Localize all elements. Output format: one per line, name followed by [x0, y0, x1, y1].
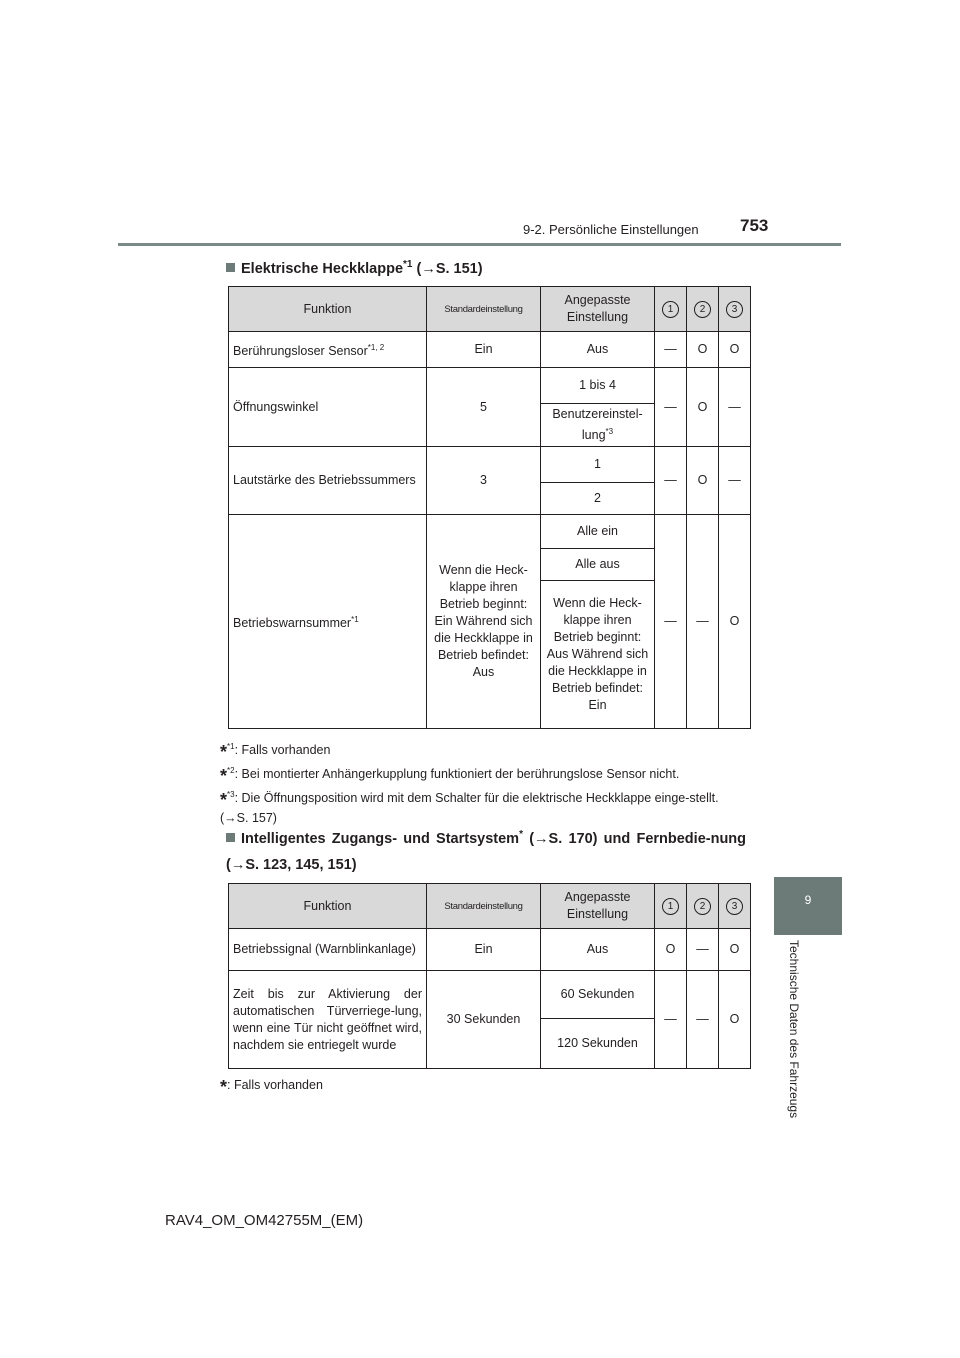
cell-funktion: Betriebswarnsummer$^{*1}$	[229, 515, 427, 729]
cell-standard: Ein	[427, 332, 541, 368]
cell-funktion: Zeit bis zur Aktivierung der automatischen Türverriege-lung, wenn eine Tür nicht geöffnet wird, nachdem sie entriegelt wurde	[229, 971, 427, 1069]
header-standard: Standardeinstellung	[427, 884, 541, 929]
cell-standard: 30 Sekunden	[427, 971, 541, 1069]
section-title: Intelligentes Zugangs- und Startsystem	[241, 830, 520, 847]
header-section-title: 9-2. Persönliche Einstellungen	[523, 222, 699, 237]
cell-custom: Aus	[541, 332, 655, 368]
table-row	[229, 971, 751, 1019]
header-col-2	[687, 884, 719, 929]
header-standard: Standardeinstellung	[427, 287, 541, 332]
cell-col-1: —	[655, 368, 687, 447]
header-col-3	[719, 287, 751, 332]
footnote-star: *	[220, 742, 228, 763]
cell-custom: Benutzereinstel-lung$^{*3}$	[541, 404, 655, 447]
table-row	[229, 515, 751, 549]
cell-standard: 3	[427, 447, 541, 515]
cell-col-2: —	[687, 515, 719, 729]
cell-col-2: —	[687, 929, 719, 971]
document-code: RAV4_OM_OM42755M_(EM)	[165, 1212, 364, 1229]
cell-col-3: O	[719, 929, 751, 971]
settings-table-zugangssystem	[228, 883, 751, 1069]
section-heading-zugangssystem	[226, 822, 746, 878]
cell-col-2: O	[687, 447, 719, 515]
footnote: *$^{*3}$: Die Öffnungsposition wird mit dem Schalter für die elektrische Heckklappe einge-stellt. (→S. 157)	[220, 790, 719, 826]
cell-funktion: Lautstärke des Betriebssummers	[229, 447, 427, 515]
header-custom: Angepasste Einstellung	[541, 287, 655, 332]
square-bullet-icon	[226, 263, 235, 272]
cell-col-3: O	[719, 971, 751, 1069]
cell-col-1: —	[655, 447, 687, 515]
header-custom: Angepasste Einstellung	[541, 884, 655, 929]
footnote-mark: *1	[403, 259, 413, 270]
settings-table-heckklappe	[228, 286, 751, 729]
chapter-label	[787, 940, 803, 1140]
cell-col-3: —	[719, 447, 751, 515]
cell-col-3: —	[719, 368, 751, 447]
cell-col-2: O	[687, 332, 719, 368]
section-title: Elektrische Heckklappe	[241, 260, 404, 277]
cell-custom: Alle aus	[541, 549, 655, 581]
table-header-row	[229, 287, 751, 332]
header-funktion: Funktion	[229, 287, 427, 332]
square-bullet-icon	[226, 833, 235, 842]
chapter-tab[interactable]: 9	[774, 877, 842, 935]
cell-col-1: O	[655, 929, 687, 971]
header-col-2	[687, 287, 719, 332]
page-reference[interactable]: (→S. 170) und Fernbedie-nung (→S. 123, 145, 151)	[226, 830, 747, 873]
header-col-3	[719, 884, 751, 929]
cell-col-1: —	[655, 332, 687, 368]
table-row	[229, 332, 751, 368]
table-row	[229, 368, 751, 404]
cell-col-2: —	[687, 971, 719, 1069]
header-rule	[118, 243, 841, 246]
cell-custom: 2	[541, 483, 655, 515]
cell-col-3: O	[719, 515, 751, 729]
circled-number-3: 3	[726, 898, 743, 915]
cell-custom: 1	[541, 447, 655, 483]
cell-custom: Alle ein	[541, 515, 655, 549]
cell-col-1: —	[655, 515, 687, 729]
cell-custom: Aus	[541, 929, 655, 971]
cell-custom: Wenn die Heck-klappe ihren Betrieb beginnt: Aus Während sich die Heckklappe in Betrieb befindet: Ein	[541, 581, 655, 729]
cell-standard: 5	[427, 368, 541, 447]
circled-number-2: 2	[694, 898, 711, 915]
cell-col-2: O	[687, 368, 719, 447]
circled-number-1: 1	[662, 898, 679, 915]
cell-custom: 120 Sekunden	[541, 1019, 655, 1069]
table-row	[229, 929, 751, 971]
circled-number-1: 1	[662, 301, 679, 318]
table-row	[229, 447, 751, 483]
footnote: *$^{*1}$: Falls vorhanden	[220, 742, 331, 763]
header-col-1	[655, 884, 687, 929]
page-number: 753	[740, 216, 769, 235]
header-funktion: Funktion	[229, 884, 427, 929]
table-header-row	[229, 884, 751, 929]
footnote-star: *	[220, 766, 228, 787]
section-heading-heckklappe	[226, 252, 483, 282]
footnote: *$^{*2}$: Bei montierter Anhängerkupplung funktioniert der berührungslose Sensor nicht.	[220, 766, 680, 787]
footnote-star: *	[220, 1077, 228, 1097]
cell-col-3: O	[719, 332, 751, 368]
cell-standard: Ein	[427, 929, 541, 971]
cell-standard: Wenn die Heck-klappe ihren Betrieb beginnt: Ein Während sich die Heckklappe in Betrieb befindet: Aus	[427, 515, 541, 729]
footnote-star: *	[220, 790, 228, 811]
cell-funktion: Berührungsloser Sensor$^{*1, 2}$	[229, 332, 427, 368]
circled-number-3: 3	[726, 301, 743, 318]
circled-number-2: 2	[694, 301, 711, 318]
cell-custom: 60 Sekunden	[541, 971, 655, 1019]
header-col-1	[655, 287, 687, 332]
cell-funktion: Betriebssignal (Warnblinkanlage)	[229, 929, 427, 971]
chapter-label-text: Technische Daten des Fahrzeugs	[787, 940, 801, 1119]
footnote-mark: *	[519, 829, 523, 840]
cell-col-1: —	[655, 971, 687, 1069]
cell-custom: 1 bis 4	[541, 368, 655, 404]
footnote: *: Falls vorhanden	[220, 1077, 323, 1097]
page-reference[interactable]: (→S. 151)	[416, 260, 483, 277]
cell-funktion: Öffnungswinkel	[229, 368, 427, 447]
